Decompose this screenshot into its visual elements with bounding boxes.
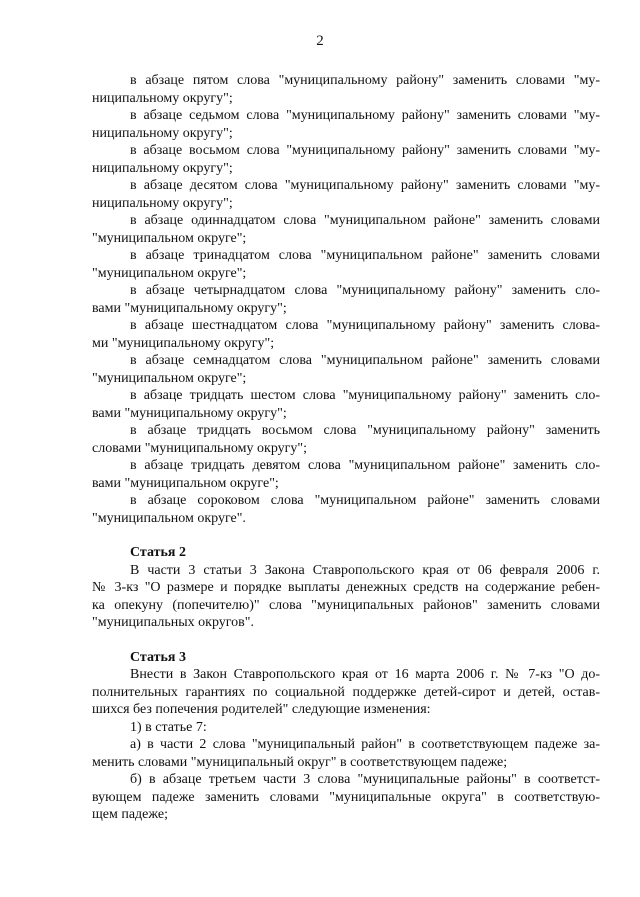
text-line: "муниципальном округе".	[92, 510, 246, 526]
text-line: шихся без попечения родителей" следующие изменения:	[92, 702, 431, 717]
text-line: ниципальному округу";	[92, 90, 233, 106]
text-line: в абзаце седьмом слова "муниципальному району" заменить словами "му-	[130, 108, 600, 123]
document-body	[92, 72, 600, 824]
text-line: 1) в статье 7:	[130, 719, 207, 735]
text-line: в абзаце четырнадцатом слова "муниципальному району" заменить сло-	[130, 283, 600, 298]
text-line: "муниципальном округе";	[92, 370, 247, 386]
text-line: вами "муниципальному округу";	[92, 300, 287, 316]
text-line: ка опекуну (попечителю)" слова "муниципальных районов" заменить словами	[92, 597, 600, 613]
text-line: ниципальному округу";	[92, 125, 233, 141]
text-line: в абзаце тридцать девятом слова "муниципальном районе" заменить сло-	[130, 458, 600, 473]
text-line: полнительных гарантиях по социальной поддержке детей-сирот и детей, остав-	[92, 684, 600, 700]
text-line: ми "муниципальному округу";	[92, 335, 275, 351]
text-line: менить словами "муниципальный округ" в соответствующем падеже;	[92, 754, 508, 770]
page-number: 2	[316, 33, 324, 49]
text-line: в абзаце сороковом слова "муниципальном районе" заменить словами	[130, 493, 600, 508]
text-line: в абзаце одиннадцатом слова "муниципальном районе" заменить словами	[130, 213, 600, 228]
text-line: ниципальному округу";	[92, 160, 233, 176]
text-line: в абзаце семнадцатом слова "муниципальном районе" заменить словами	[130, 353, 600, 368]
text-line: вами "муниципальному округу";	[92, 405, 287, 421]
text-line: а) в части 2 слова "муниципальный район" в соответствующем падеже за-	[130, 737, 600, 752]
text-line: Внести в Закон Ставропольского края от 16 марта 2006 г. № 7-кз "О до-	[130, 667, 600, 682]
text-line: в абзаце тринадцатом слова "муниципальном районе" заменить словами	[130, 248, 600, 263]
text-line: в абзаце тридцать шестом слова "муниципальному району" заменить сло-	[130, 388, 600, 403]
text-line: в абзаце десятом слова "муниципальному району" заменить словами "му-	[130, 178, 600, 193]
text-line: "муниципальном округе";	[92, 230, 247, 246]
text-line: в абзаце пятом слова "муниципальному району" заменить словами "му-	[130, 73, 600, 88]
text-line: в абзаце тридцать восьмом слова "муниципальному району" заменить	[130, 423, 600, 438]
text-line: в абзаце шестнадцатом слова "муниципальному району" заменить слова-	[130, 318, 600, 333]
spacer	[92, 632, 600, 649]
text-line: ниципальному округу";	[92, 195, 233, 211]
article-3-heading: Статья 3	[130, 649, 186, 665]
text-line: № 3-кз "О размере и порядке выплаты денежных средств на содержание ребен-	[92, 580, 600, 595]
article-2-heading: Статья 2	[130, 545, 186, 560]
text-line: словами "муниципальному округу";	[92, 440, 307, 456]
spacer	[92, 527, 600, 544]
text-line: "муниципальных округов".	[92, 615, 254, 630]
text-line: вующем падеже заменить словами "муниципальные округа" в соответствую-	[92, 789, 600, 805]
text-line: щем падеже;	[92, 807, 168, 822]
text-line: В части 3 статьи 3 Закона Ставропольского края от 06 февраля 2006 г.	[130, 562, 600, 578]
text-line: в абзаце восьмом слова "муниципальному району" заменить словами "му-	[130, 143, 600, 158]
text-line: вами "муниципальном округе";	[92, 475, 279, 491]
text-line: б) в абзаце третьем части 3 слова "муниципальные районы" в соответст-	[130, 772, 600, 787]
text-line: "муниципальном округе";	[92, 265, 247, 281]
